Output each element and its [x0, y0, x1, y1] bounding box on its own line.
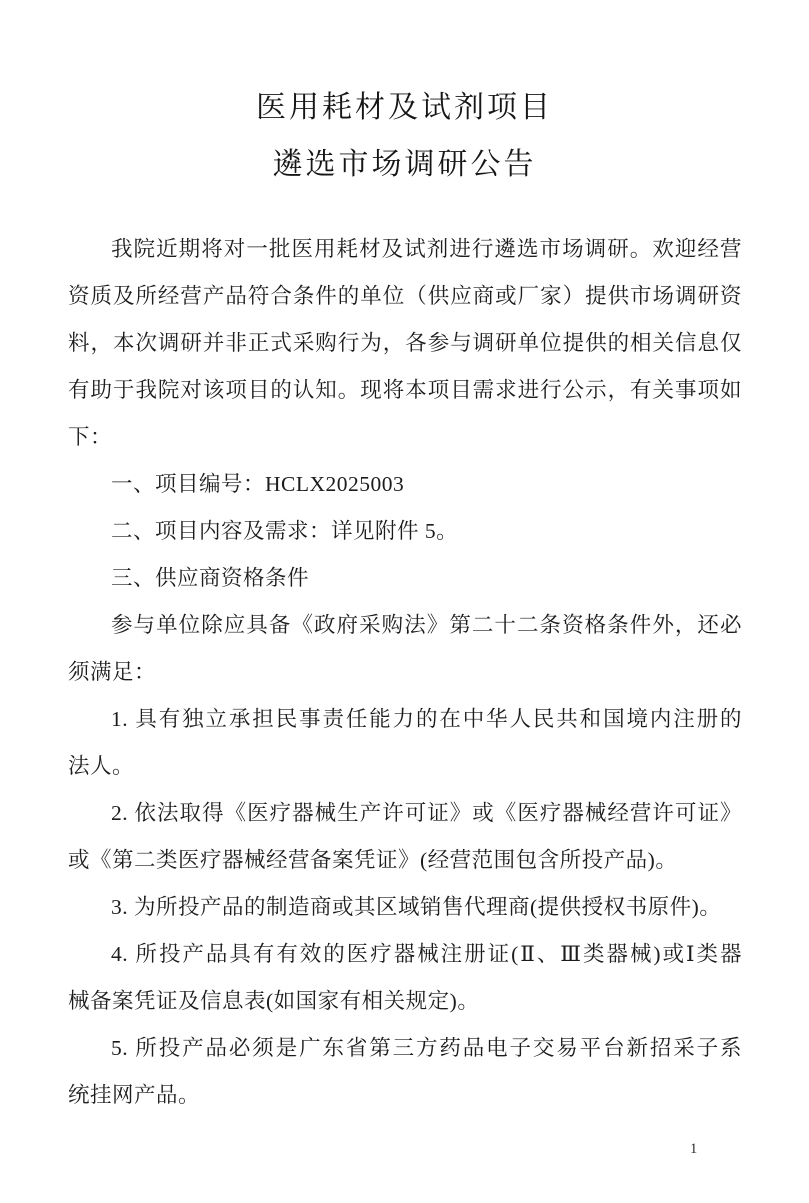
text-line: 资质及所经营产品符合条件的单位（供应商或厂家）提供市场调研资	[68, 284, 742, 308]
text-line: 三、供应商资格条件	[111, 566, 310, 590]
text-line: 参与单位除应具备《政府采购法》第二十二条资格条件外，还必	[111, 613, 742, 637]
document-title	[0, 0, 809, 193]
text-line: 须满足：	[68, 660, 157, 684]
page-number: 1	[690, 1141, 698, 1157]
text-line: 法人。	[68, 754, 135, 778]
text-line: 料，本次调研并非正式采购行为，各参与调研单位提供的相关信息仅	[68, 331, 742, 355]
text-line: 械备案凭证及信息表(如国家有相关规定)。	[68, 989, 480, 1013]
text-line: 1. 具有独立承担民事责任能力的在中华人民共和国境内注册的	[111, 707, 742, 731]
text-line: 统挂网产品。	[68, 1083, 201, 1107]
text-line: 我院近期将对一批医用耗材及试剂进行遴选市场调研。欢迎经营	[111, 237, 742, 261]
text-line: 5. 所投产品必须是广东省第三方药品电子交易平台新招采子系	[111, 1036, 742, 1060]
text-line: 有助于我院对该项目的认知。现将本项目需求进行公示，有关事项如	[68, 378, 742, 402]
text-line: 一、项目编号：HCLX2025003	[111, 472, 405, 496]
document-body	[68, 226, 742, 1119]
text-line: 或《第二类医疗器械经营备案凭证》(经营范围包含所投产品)。	[68, 848, 678, 872]
document-title-line-2: 遴选市场调研公告	[272, 148, 537, 181]
text-line: 二、项目内容及需求：详见附件 5。	[111, 519, 459, 543]
text-line: 下：	[68, 425, 113, 449]
text-line: 4. 所投产品具有有效的医疗器械注册证(Ⅱ、Ⅲ类器械)或Ⅰ类器	[111, 942, 742, 966]
text-line: 3. 为所投产品的制造商或其区域销售代理商(提供授权书原件)。	[111, 895, 722, 919]
document-title-line-1: 医用耗材及试剂项目	[256, 91, 553, 124]
text-line: 2. 依法取得《医疗器械生产许可证》或《医疗器械经营许可证》	[111, 801, 742, 825]
